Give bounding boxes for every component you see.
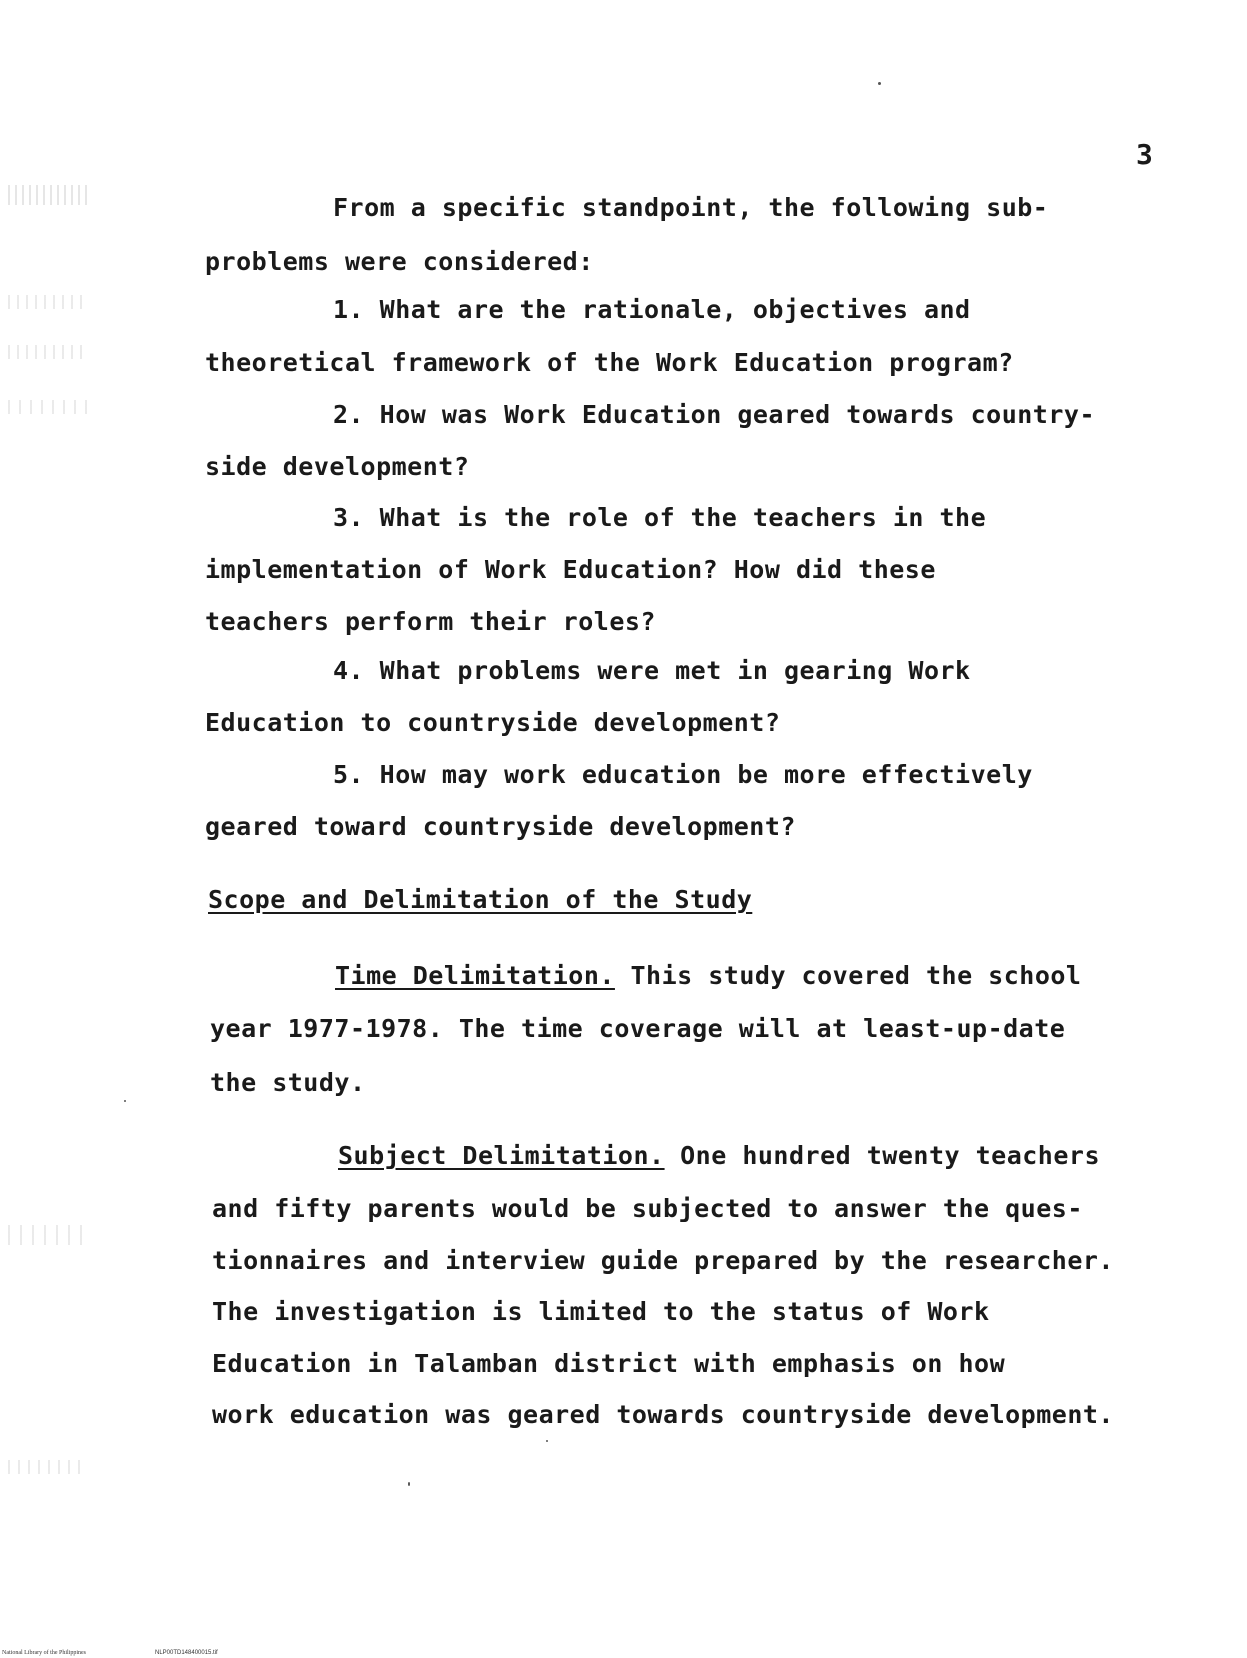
section-heading: Scope and Delimitation of the Study <box>208 885 753 914</box>
item-1-line-2: theoretical framework of the Work Education program? <box>205 348 1014 377</box>
footer-file-name: NLP00TD148400015.tif <box>155 1650 218 1656</box>
scan-speck <box>878 82 881 85</box>
time-delimitation-heading: Time Delimitation. <box>335 961 615 990</box>
scan-noise <box>8 400 88 414</box>
item-2-line-2: side development? <box>205 452 470 481</box>
footer-library-label: National Library of the Philippines <box>2 1650 86 1656</box>
scan-noise <box>8 1460 88 1474</box>
item-2-line-1: 2. How was Work Education geared towards country- <box>333 400 1096 429</box>
item-5-line-2: geared toward countryside development? <box>205 812 796 841</box>
subject-delimitation-line-4: The investigation is limited to the status of Work <box>212 1297 990 1326</box>
subject-delimitation-line-1-text: One hundred twenty teachers <box>664 1141 1101 1170</box>
item-3-line-1: 3. What is the role of the teachers in the <box>333 503 987 532</box>
scan-speck <box>546 1440 548 1442</box>
page-number: 3 <box>1136 138 1153 171</box>
item-1-line-1: 1. What are the rationale, objectives and <box>333 295 971 324</box>
item-3-line-3: teachers perform their roles? <box>205 607 656 636</box>
time-delimitation-line-1-text: This study covered the school <box>614 961 1082 990</box>
scan-noise <box>8 1225 88 1245</box>
scan-noise <box>8 185 88 205</box>
scan-speck <box>408 1482 410 1486</box>
item-3-line-2: implementation of Work Education? How did these <box>205 555 936 584</box>
scan-noise <box>8 295 88 309</box>
subject-delimitation-line-3: tionnaires and interview guide prepared by the researcher. <box>212 1246 1114 1275</box>
intro-line-1: From a specific standpoint, the following sub- <box>333 193 1049 222</box>
item-4-line-1: 4. What problems were met in gearing Work <box>333 656 971 685</box>
subject-delimitation-heading: Subject Delimitation. <box>338 1141 665 1170</box>
item-5-line-1: 5. How may work education be more effectively <box>333 760 1033 789</box>
time-delimitation-line-2: year 1977-1978. The time coverage will at least-up-date <box>210 1014 1066 1043</box>
intro-line-2: problems were considered: <box>205 247 594 276</box>
subject-delimitation-line-2: and fifty parents would be subjected to answer the ques- <box>212 1194 1083 1223</box>
subject-delimitation-line-1 <box>338 1141 1100 1171</box>
subject-delimitation-line-5: Education in Talamban district with emphasis on how <box>212 1349 1006 1378</box>
time-delimitation-line-3: the study. <box>210 1068 366 1097</box>
item-4-line-2: Education to countryside development? <box>205 708 781 737</box>
time-delimitation-line-1 <box>335 961 1081 991</box>
subject-delimitation-line-6: work education was geared towards countryside development. <box>212 1400 1114 1429</box>
scan-speck <box>124 1100 126 1102</box>
scan-noise <box>8 345 88 359</box>
